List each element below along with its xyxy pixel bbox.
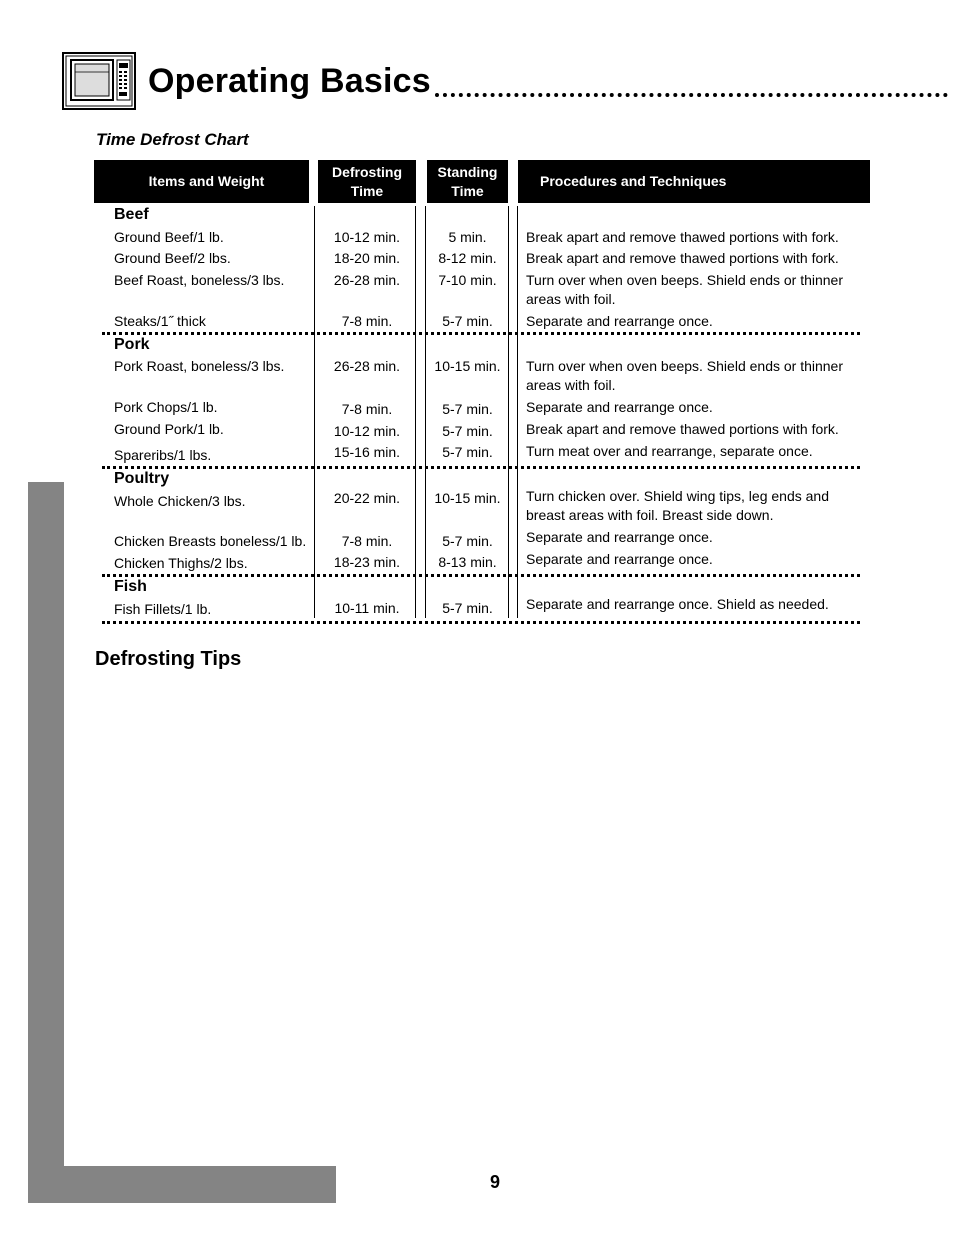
row-defrost-time: 10-12 min. (333, 423, 401, 439)
column-header-standing-line2: Time (451, 182, 484, 199)
row-procedure: Turn chicken over. Shield wing tips, leg ends and breast areas with foil. Breast side down. (526, 488, 829, 523)
row-procedure: Separate and rearrange once. Shield as needed. (526, 596, 829, 612)
chart-title: Time Defrost Chart (96, 130, 249, 149)
row-standing-time: 5-7 min. (442, 533, 493, 549)
row-standing-time: 10-15 min. (434, 490, 501, 506)
row-item: Ground Beef/1 lb. (114, 229, 224, 245)
row-standing-time: 10-15 min. (434, 358, 501, 374)
row-procedure: Separate and rearrange once. (526, 551, 713, 567)
column-divider (425, 206, 426, 618)
column-header-standing-line1: Standing (437, 163, 498, 180)
row-procedure: Break apart and remove thawed portions with fork. (526, 421, 839, 437)
title-dot-leader (435, 93, 948, 97)
category-poultry: Poultry (114, 470, 170, 487)
row-defrost-time: 26-28 min. (333, 358, 401, 374)
row-item: Ground Pork/1 lb. (114, 421, 224, 437)
column-header-procedures-label: Procedures and Techniques (540, 173, 727, 189)
row-defrost-time: 7-8 min. (341, 401, 393, 417)
row-defrost-time: 7-8 min. (341, 313, 393, 329)
row-defrost-time: 18-20 min. (333, 250, 401, 266)
column-divider (508, 206, 509, 618)
row-defrost-time: 10-12 min. (333, 229, 401, 245)
microwave-icon (62, 52, 136, 110)
row-item: Spareribs/1 lbs. (114, 447, 212, 463)
row-defrost-time: 7-8 min. (341, 533, 393, 549)
row-standing-time: 8-13 min. (438, 554, 497, 570)
row-item: Fish Fillets/1 lb. (114, 601, 212, 617)
row-item: Pork Chops/1 lb. (114, 399, 218, 415)
section-heading-defrosting-tips: Defrosting Tips (95, 648, 242, 670)
row-standing-time: 8-12 min. (438, 250, 497, 266)
row-procedure: Turn meat over and rearrange, separate once. (526, 443, 813, 459)
row-defrost-time: 15-16 min. (333, 444, 401, 460)
row-standing-time: 5-7 min. (442, 313, 493, 329)
page-number: 9 (490, 1172, 501, 1192)
column-divider (517, 206, 518, 618)
row-item: Chicken Thighs/2 lbs. (114, 555, 248, 571)
section-separator (102, 466, 860, 469)
row-procedure: Separate and rearrange once. (526, 529, 713, 545)
side-tab-bar (28, 482, 64, 1202)
row-procedure: Break apart and remove thawed portions with fork. (526, 229, 839, 245)
footer-bar (28, 1166, 336, 1203)
row-item: Whole Chicken/3 lbs. (114, 493, 246, 509)
column-divider (314, 206, 315, 618)
row-standing-time: 5-7 min. (442, 600, 493, 616)
row-standing-time: 5-7 min. (442, 423, 493, 439)
column-header-procedures (518, 160, 870, 203)
category-pork: Pork (114, 336, 150, 353)
page-title: Operating Basics (148, 62, 431, 100)
row-procedure: Turn over when oven beeps. Shield ends or thinner areas with foil. (526, 272, 844, 307)
row-procedure: Separate and rearrange once. (526, 399, 713, 415)
column-header-items (94, 160, 309, 203)
row-procedure: Separate and rearrange once. (526, 313, 713, 329)
row-procedure: Turn over when oven beeps. Shield ends or thinner areas with foil. (526, 358, 844, 393)
row-procedure: Break apart and remove thawed portions with fork. (526, 250, 839, 266)
row-standing-time: 7-10 min. (438, 272, 497, 288)
section-separator (102, 574, 860, 577)
category-fish: Fish (114, 578, 147, 595)
row-item: Steaks/1˝ thick (114, 313, 206, 329)
row-standing-time: 5-7 min. (442, 444, 493, 460)
row-standing-time: 5-7 min. (442, 401, 493, 417)
section-separator (102, 332, 860, 335)
column-header-items-label: Items and Weight (148, 173, 265, 189)
row-item: Ground Beef/2 lbs. (114, 250, 231, 266)
column-header-standing (427, 160, 508, 203)
category-beef: Beef (114, 206, 149, 223)
row-item: Beef Roast, boneless/3 lbs. (114, 272, 285, 288)
column-header-defrost-line2: Time (350, 182, 384, 199)
row-defrost-time: 20-22 min. (333, 490, 401, 506)
row-standing-time: 5 min. (448, 229, 487, 245)
row-defrost-time: 10-11 min. (334, 600, 400, 616)
row-item: Pork Roast, boneless/3 lbs. (114, 358, 285, 374)
row-defrost-time: 26-28 min. (333, 272, 401, 288)
column-header-defrost-line1: Defrosting (332, 163, 402, 180)
row-defrost-time: 18-23 min. (333, 554, 401, 570)
column-header-defrost (318, 160, 416, 203)
row-item: Chicken Breasts boneless/1 lb. (114, 533, 307, 549)
section-separator (102, 621, 860, 624)
